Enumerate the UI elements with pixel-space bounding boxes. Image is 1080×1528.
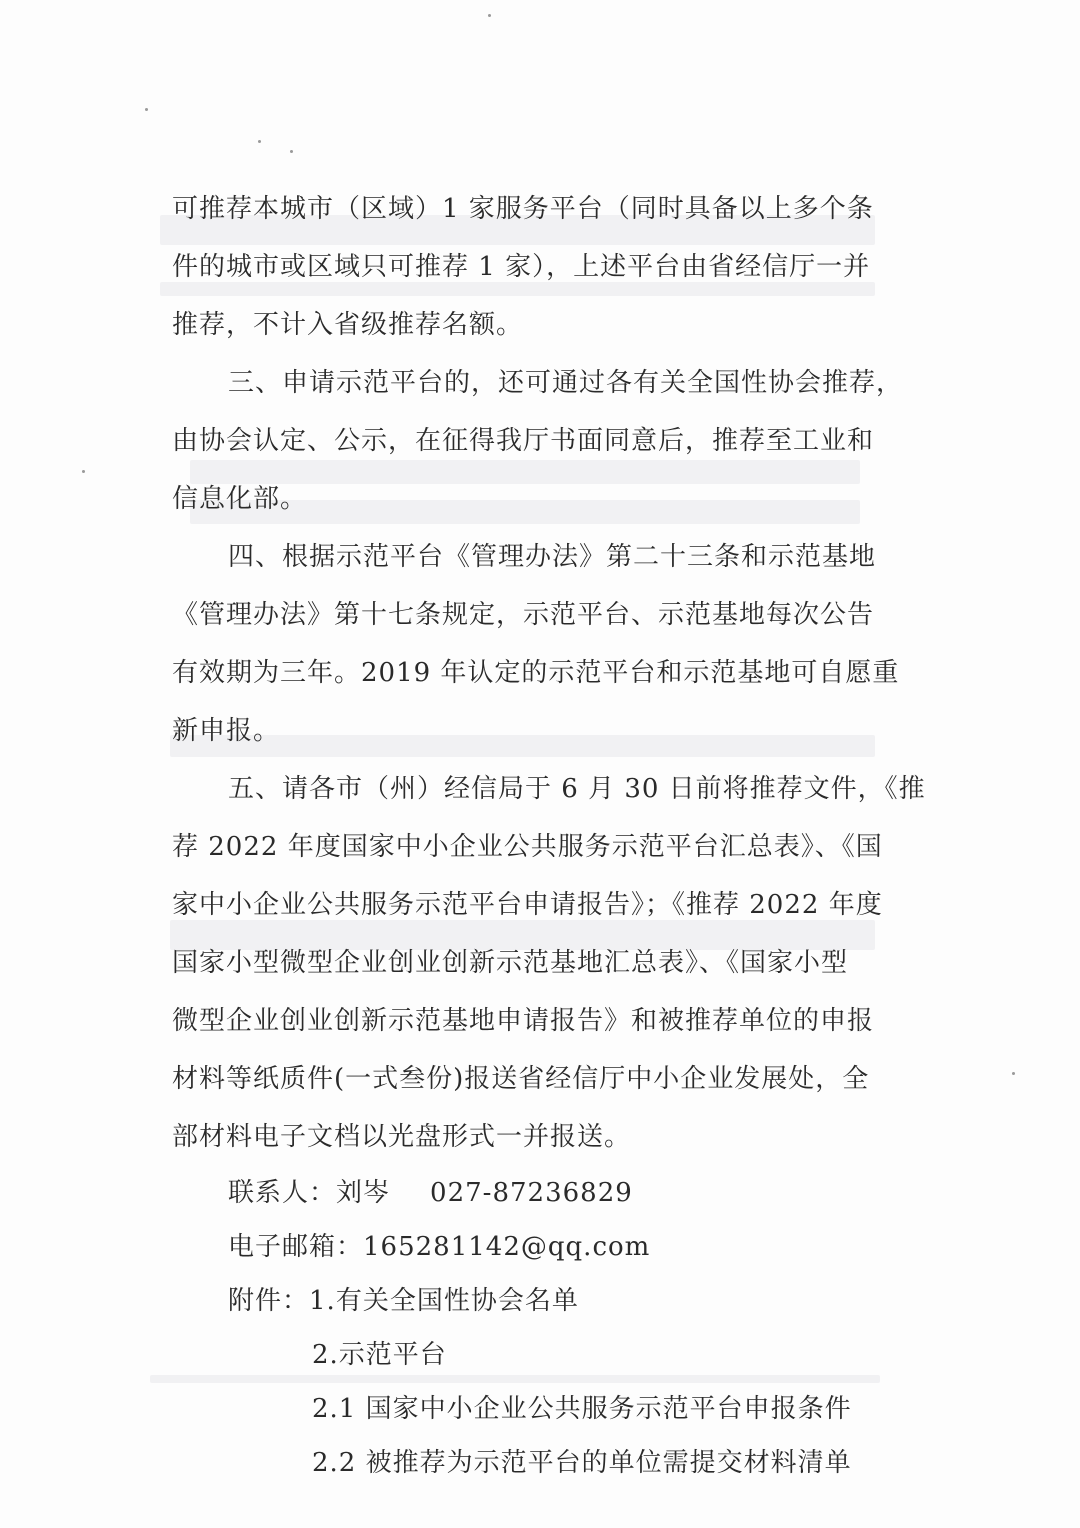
attachments-label: 附件： (228, 1286, 310, 1316)
text-line: 国家小型微型企业创业创新示范基地汇总表》、《国家小型 (172, 948, 849, 978)
text-line: 《管理办法》第十七条规定，示范平台、示范基地每次公告 (172, 600, 875, 630)
attachment-text: 2.示范平台 (312, 1340, 447, 1370)
text-line: 新申报。 (172, 716, 281, 746)
attachment-item (172, 1328, 882, 1382)
text-line: 微型企业创业创新示范基地申请报告》和被推荐单位的申报 (172, 1006, 875, 1036)
text-line: 有效期为三年。2019 年认定的示范平台和示范基地可自愿重 (172, 658, 900, 688)
text-line: 家中小企业公共服务示范平台申请报告》；《推荐 2022 年度 (172, 890, 883, 920)
attachment-text: 2.2 被推荐为示范平台的单位需提交材料清单 (312, 1448, 852, 1478)
text-line: 推荐，不计入省级推荐名额。 (172, 310, 524, 340)
text-line: 五、请各市（州）经信局于 6 月 30 日前将推荐文件，《推 (228, 774, 926, 804)
attachment-text: 2.1 国家中小企业公共服务示范平台申报条件 (312, 1394, 852, 1424)
paragraph-continued (172, 180, 882, 354)
text-line: 三、申请示范平台的，还可通过各有关全国性协会推荐， (228, 368, 904, 398)
scan-speck (1012, 1072, 1015, 1075)
contact-email-label: 电子邮箱： (228, 1232, 364, 1262)
text-line: 材料等纸质件(一式叁份)报送省经信厅中小企业发展处，全 (172, 1064, 870, 1094)
document-body (172, 180, 926, 1490)
section-three (172, 354, 904, 528)
attachment-item (172, 1274, 882, 1328)
contact-person-line (172, 1166, 882, 1220)
scan-speck (488, 14, 491, 17)
text-line: 件的城市或区域只可推荐 1 家），上述平台由省经信厅一并 (172, 252, 871, 282)
scan-speck (145, 108, 148, 111)
scan-speck (258, 140, 261, 143)
text-line: 荐 2022 年度国家中小企业公共服务示范平台汇总表》、《国 (172, 832, 883, 862)
attachment-item (172, 1382, 882, 1436)
text-line: 由协会认定、公示，在征得我厅书面同意后，推荐至工业和 (172, 426, 875, 456)
text-line: 部材料电子文档以光盘形式一并报送。 (172, 1122, 632, 1152)
attachment-item (172, 1436, 882, 1490)
contact-email: 165281142@qq.com (363, 1232, 651, 1262)
contact-phone: 027-87236829 (430, 1178, 633, 1208)
attachments-list (172, 1274, 882, 1490)
text-line: 可推荐本城市（区域）1 家服务平台（同时具备以上多个条 (172, 194, 874, 224)
text-line: 信息化部。 (172, 484, 308, 514)
attachment-text: 1.有关全国性协会名单 (309, 1286, 579, 1316)
contact-person-label: 联系人： (228, 1178, 337, 1208)
text-line: 四、根据示范平台《管理办法》第二十三条和示范基地 (228, 542, 877, 572)
contact-email-line (172, 1220, 882, 1274)
scan-speck (82, 470, 85, 473)
scan-speck (290, 150, 293, 153)
contact-person-name: 刘岑 (336, 1178, 391, 1208)
section-five (172, 760, 926, 1166)
section-four (172, 528, 900, 760)
